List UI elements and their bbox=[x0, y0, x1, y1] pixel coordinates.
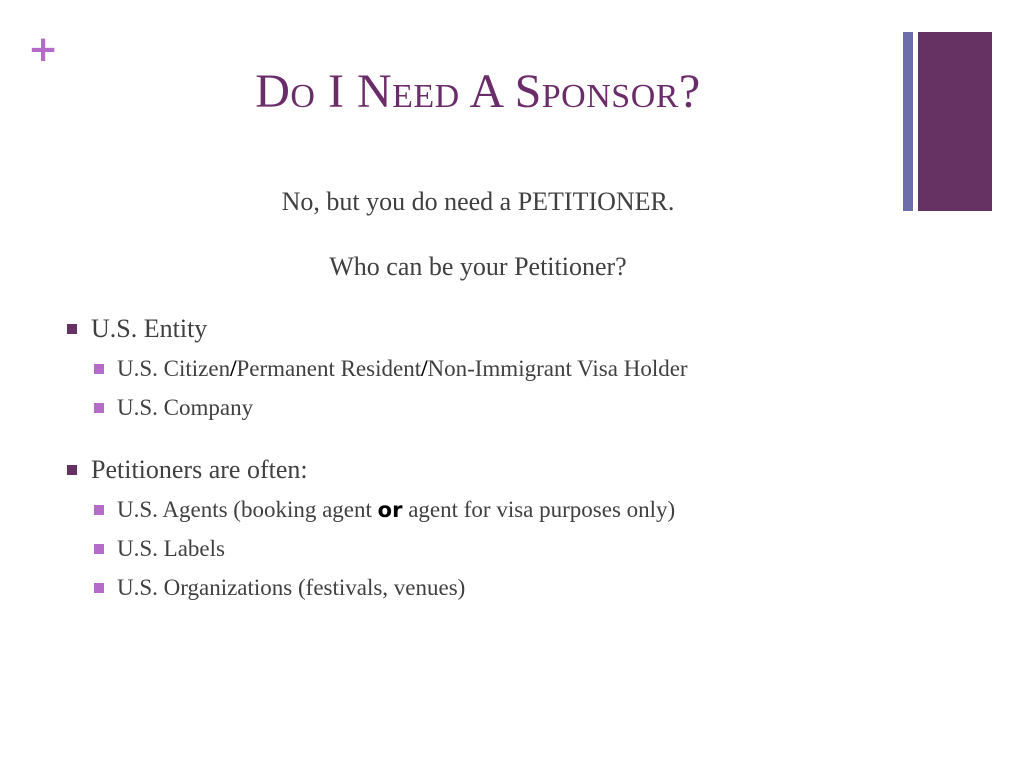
question-line: Who can be your Petitioner? bbox=[329, 252, 627, 281]
square-bullet-icon bbox=[94, 544, 104, 554]
bullet-label: U.S. Entity bbox=[91, 314, 208, 343]
square-bullet-icon bbox=[94, 505, 104, 515]
bullet-petitioners-often bbox=[67, 454, 308, 485]
emphasis-or: or bbox=[377, 498, 403, 522]
sub-bullet-organizations bbox=[94, 574, 465, 602]
square-bullet-icon bbox=[94, 364, 104, 374]
square-bullet-icon bbox=[67, 465, 77, 475]
decor-bar-thick bbox=[918, 32, 992, 211]
slash-separator: / bbox=[421, 356, 428, 381]
square-bullet-icon bbox=[94, 583, 104, 593]
sub-bullet-citizen bbox=[94, 355, 688, 383]
sub-bullet-agents bbox=[94, 496, 675, 524]
sub-bullet-text bbox=[117, 496, 675, 524]
visa-holder-text: Non-Immigrant Visa Holder bbox=[427, 356, 688, 381]
sub-bullet-text: U.S. Company bbox=[117, 395, 254, 420]
agents-text-end: agent for visa purposes only) bbox=[402, 497, 676, 522]
sub-bullet-labels bbox=[94, 535, 225, 563]
sub-bullet-text: U.S. Organizations (festivals, venues) bbox=[117, 575, 466, 600]
bullet-us-entity bbox=[67, 313, 207, 344]
intro-line: No, but you do need a PETITIONER. bbox=[281, 187, 675, 216]
slide-title: Do I Need A Sponsor? bbox=[255, 65, 701, 118]
sub-bullet-text: U.S. Labels bbox=[117, 536, 225, 561]
square-bullet-icon bbox=[94, 403, 104, 413]
slash-separator: / bbox=[230, 356, 237, 381]
slide-plus-icon: + bbox=[28, 29, 59, 70]
citizen-text: U.S. Citizen bbox=[117, 356, 231, 381]
square-bullet-icon bbox=[67, 324, 77, 334]
agents-text-start: U.S. Agents (booking agent bbox=[117, 497, 378, 522]
bullet-label: Petitioners are often: bbox=[91, 455, 308, 484]
sub-bullet-text bbox=[117, 355, 688, 383]
decor-bar-thin bbox=[903, 32, 913, 211]
sub-bullet-company bbox=[94, 394, 253, 422]
resident-text: Permanent Resident bbox=[236, 356, 422, 381]
